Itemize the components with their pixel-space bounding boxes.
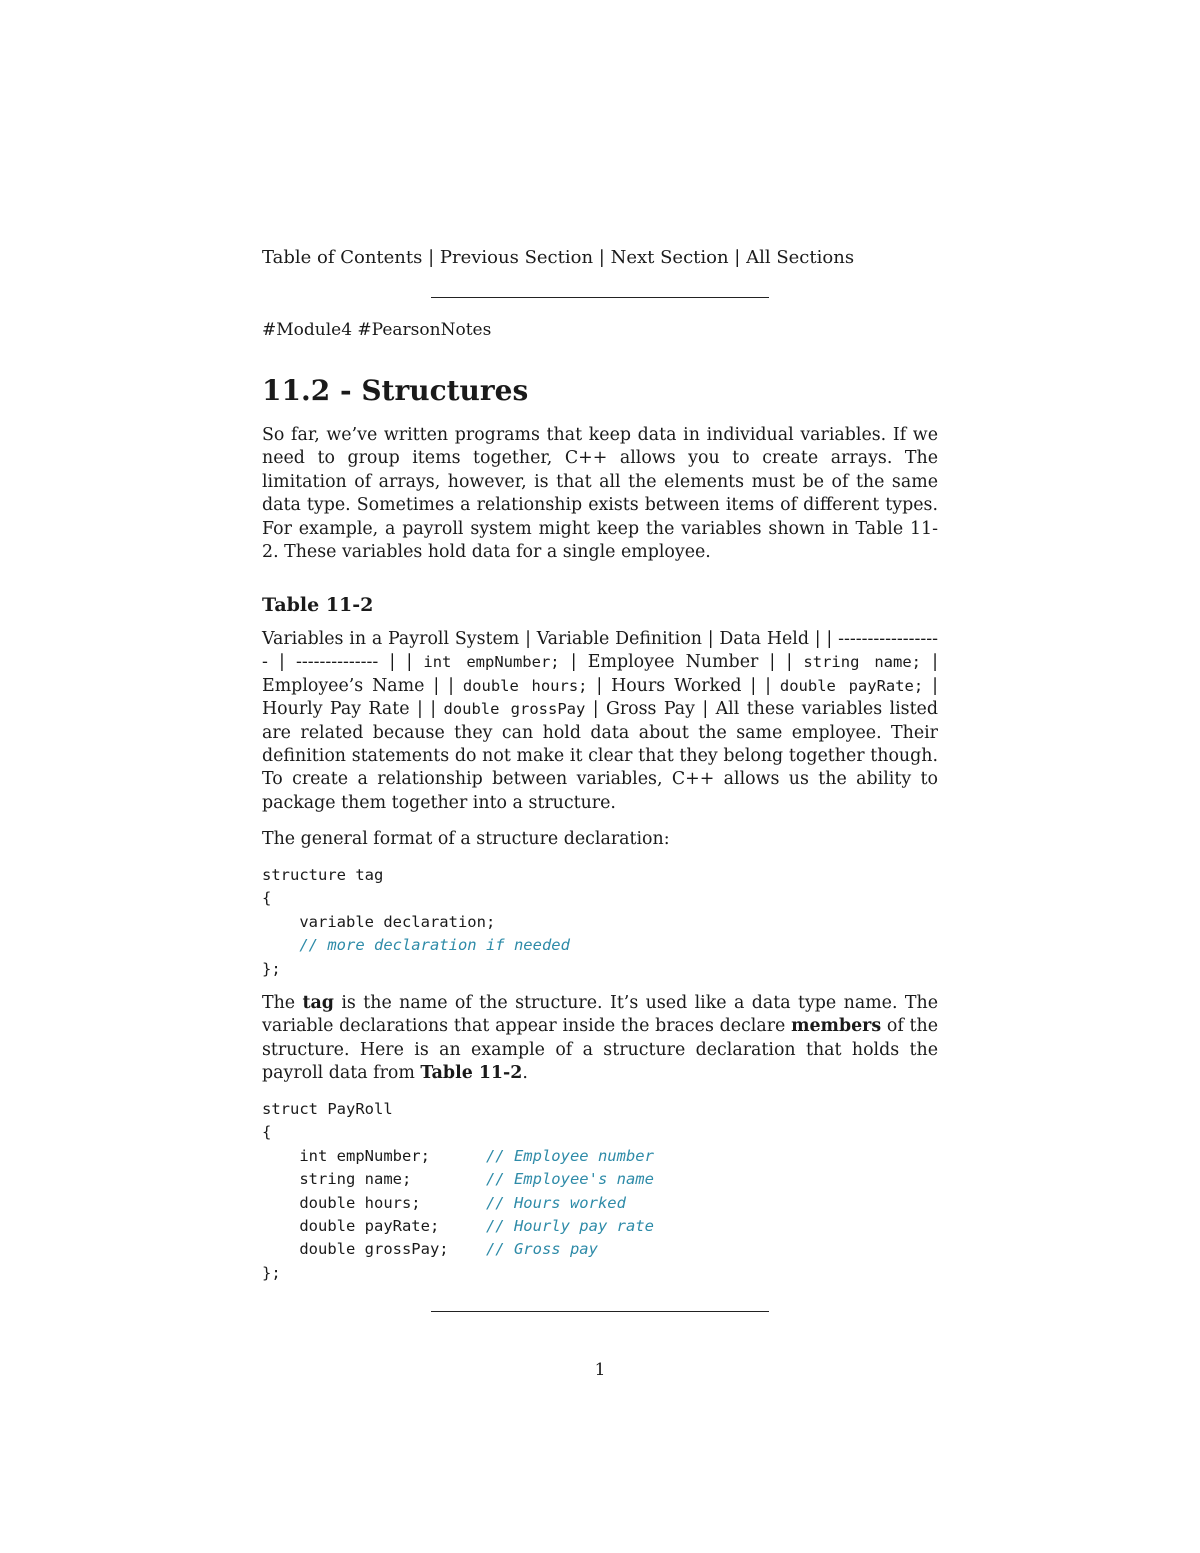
inline-code: double grossPay bbox=[443, 700, 586, 719]
code-comment: // Employee's name bbox=[485, 1170, 654, 1189]
table-text: | Gross Pay | All these variables listed are related because they can hold data about the same employee. Their definition statements do not make it clear that they belong together though. To create a relationship between variables, C++ allows us the ability to package them together into a structure. bbox=[262, 699, 938, 813]
explain-bold-tag: tag bbox=[302, 993, 334, 1013]
code-line: int empNumber; bbox=[262, 1146, 486, 1165]
next-section-link[interactable]: Next Section bbox=[610, 247, 729, 268]
table-text: | Hourly Pay Rate | | bbox=[262, 675, 938, 720]
toc-link[interactable]: Table of Contents bbox=[262, 247, 423, 268]
nav-separator: | bbox=[593, 247, 611, 268]
code-line: double grossPay; bbox=[262, 1240, 486, 1259]
code-comment: // Hours worked bbox=[485, 1193, 626, 1212]
table-text: Variables in a Payroll System | Variable Definition | Data Held | | ------------------ | -------------- | | bbox=[262, 629, 938, 673]
section-title: 11.2 - Structures bbox=[262, 374, 529, 407]
tag-line: #Module4 #PearsonNotes bbox=[262, 320, 492, 340]
table-heading: Table 11-2 bbox=[262, 594, 374, 616]
explain-text: The bbox=[262, 993, 303, 1013]
top-divider bbox=[431, 297, 769, 298]
code-line: { bbox=[262, 1123, 272, 1142]
code-line: variable declaration; bbox=[262, 912, 496, 931]
explanation-paragraph bbox=[262, 992, 938, 1086]
inline-code: double payRate; bbox=[779, 676, 924, 695]
nav-separator: | bbox=[422, 247, 440, 268]
code-comment: // Employee number bbox=[485, 1146, 654, 1165]
code-block-general-format bbox=[262, 864, 938, 981]
previous-section-link[interactable]: Previous Section bbox=[439, 247, 594, 268]
table-text: | Employee Number | | bbox=[559, 652, 804, 673]
table-text: | Employee’s Name | | bbox=[262, 652, 939, 696]
code-comment: // Gross pay bbox=[485, 1240, 598, 1259]
code-line bbox=[262, 936, 299, 954]
code-line: }; bbox=[262, 959, 281, 978]
all-sections-link[interactable]: All Sections bbox=[746, 247, 855, 268]
inline-code: string name; bbox=[803, 653, 922, 672]
code-line: string name; bbox=[262, 1170, 486, 1189]
code-line: { bbox=[262, 889, 272, 908]
code-comment: // Hourly pay rate bbox=[485, 1217, 654, 1236]
table-text: | Hours Worked | | bbox=[587, 675, 780, 696]
nav-separator: | bbox=[728, 247, 747, 268]
intro-paragraph: So far, we’ve written programs that keep data in individual variables. If we need to group items together, C++ allows you to create arrays. The limitation of arrays, however, is that all the elements must be of the same data type. Sometimes a relationship exists between items of different types. For example, a payroll system might keep the variables shown in Table 11-2. These variables hold data for a single employee. bbox=[262, 425, 938, 563]
table-paragraph bbox=[262, 628, 938, 815]
format-intro: The general format of a structure declaration: bbox=[262, 829, 670, 849]
code-block-payroll bbox=[262, 1098, 938, 1285]
inline-code: int empNumber; bbox=[423, 653, 560, 672]
explain-text: is the name of the structure. It’s used like a data type name. The variable declarations that appear inside the braces declare bbox=[262, 993, 938, 1037]
page-content bbox=[262, 244, 939, 1282]
explain-text: . bbox=[522, 1063, 528, 1084]
bottom-divider bbox=[431, 1311, 769, 1312]
code-comment: // more declaration if needed bbox=[299, 936, 570, 955]
code-line: }; bbox=[262, 1263, 281, 1282]
explain-bold-members: members bbox=[791, 1016, 882, 1037]
code-line: struct PayRoll bbox=[262, 1100, 393, 1118]
code-line: double hours; bbox=[262, 1193, 486, 1212]
section-nav bbox=[262, 244, 938, 272]
code-line: structure tag bbox=[262, 866, 384, 884]
explain-bold-table: Table 11-2 bbox=[420, 1063, 523, 1084]
explain-text: of the structure. Here is an example of a structure declaration that holds the payroll data from bbox=[262, 1016, 938, 1084]
code-line: double payRate; bbox=[262, 1217, 486, 1236]
page-number: 1 bbox=[594, 1360, 606, 1380]
inline-code: double hours; bbox=[462, 676, 588, 695]
